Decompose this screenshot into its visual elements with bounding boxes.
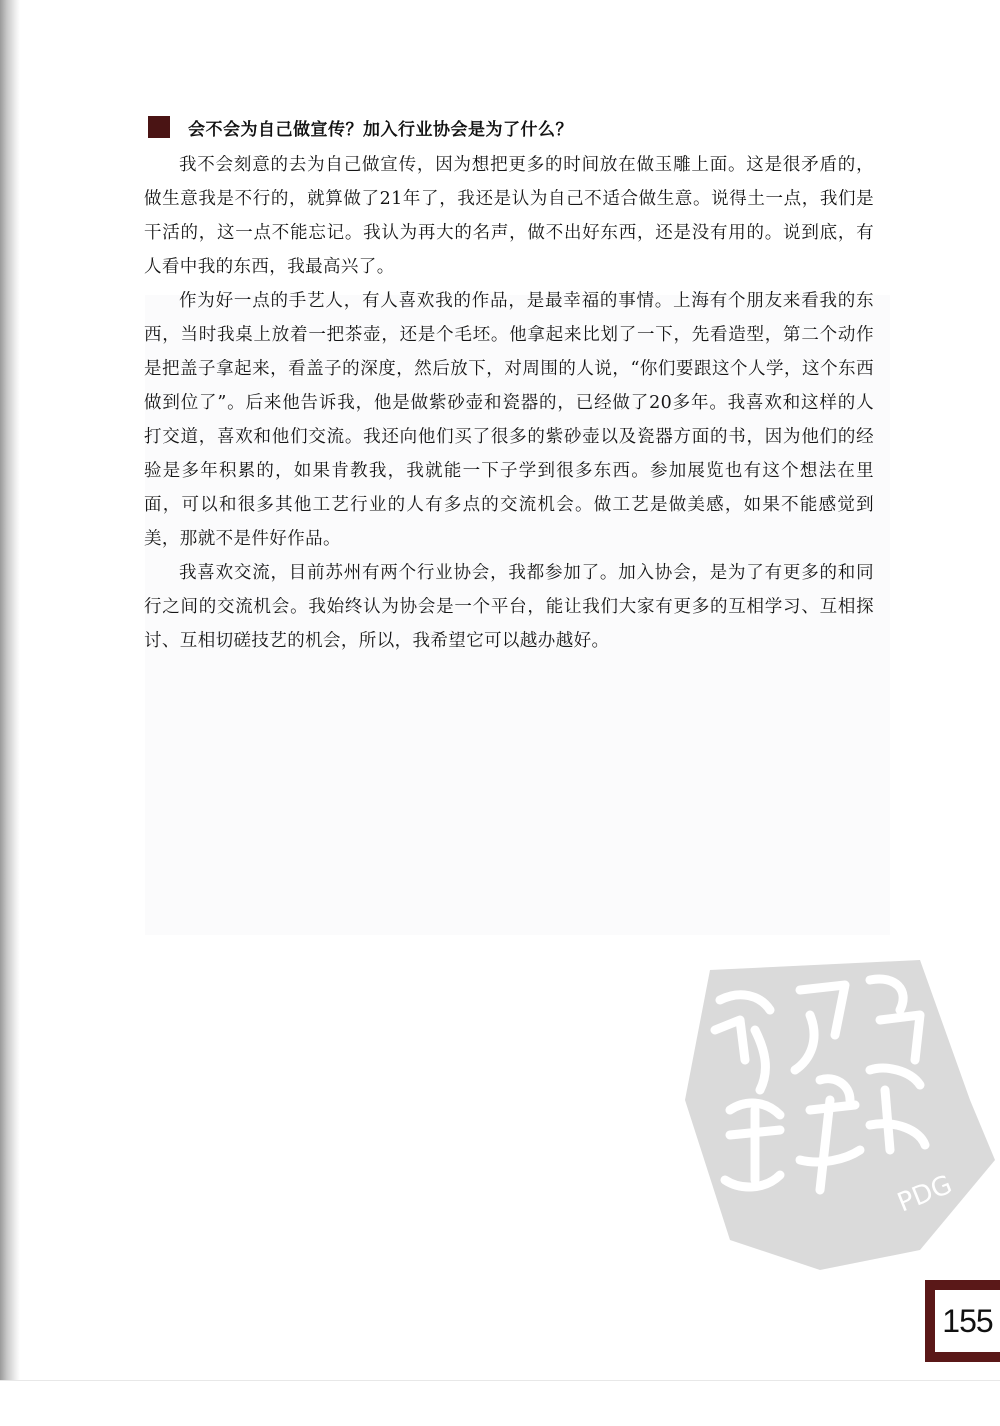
paragraph-2: 作为好一点的手艺人，有人喜欢我的作品，是最幸福的事情。上海有个朋友来看我的东西，当时我桌上放着一把茶壶，还是个毛坯。他拿起来比划了一下，先看造型，第二个动作是把盖子拿起来，看盖子的深度，然后放下，对周围的人说，“你们要跟这个人学，这个东西做到位了”。后来他告诉我，他是做紫砂壶和瓷器的，已经做了20多年。我喜欢和这样的人打交道，喜欢和他们交流。我还向他们买了很多的紫砂壶以及瓷器方面的书，因为他们的经验是多年积累的，如果肯教我，我就能一下子学到很多东西。参加展览也有这个想法在里面，可以和很多其他工艺行业的人有多点的交流机会。做工艺是做美感，如果不能感觉到美，那就不是件好作品。	[144, 291, 874, 549]
paragraph-1: 我不会刻意的去为自己做宣传，因为想把更多的时间放在做玉雕上面。这是很矛盾的，做生意我是不行的，就算做了21年了，我还是认为自己不适合做生意。说得土一点，我们是干活的，这一点不能忘记。我认为再大的名声，做不出好东西，还是没有用的。说到底，有人看中我的东西，我最高兴了。	[144, 155, 874, 277]
page-number-box	[925, 1280, 1000, 1362]
seal-watermark-label: PDG	[893, 1169, 957, 1219]
section-heading-text: 会不会为自己做宣传？加入行业协会是为了什么？	[188, 119, 573, 140]
book-spine-shadow	[0, 0, 20, 1380]
body-text	[144, 148, 874, 658]
heading-square-icon	[148, 116, 170, 138]
page-number: 155	[935, 1290, 1000, 1352]
paragraph-3: 我喜欢交流，目前苏州有两个行业协会，我都参加了。加入协会，是为了有更多的和同行之间的交流机会。我始终认为协会是一个平台，能让我们大家有更多的互相学习、互相探讨、互相切磋技艺的机会，所以，我希望它可以越办越好。	[144, 563, 874, 651]
page-bottom-edge	[0, 1380, 1000, 1426]
seal-watermark-icon	[670, 950, 1000, 1280]
section-heading	[148, 112, 888, 142]
